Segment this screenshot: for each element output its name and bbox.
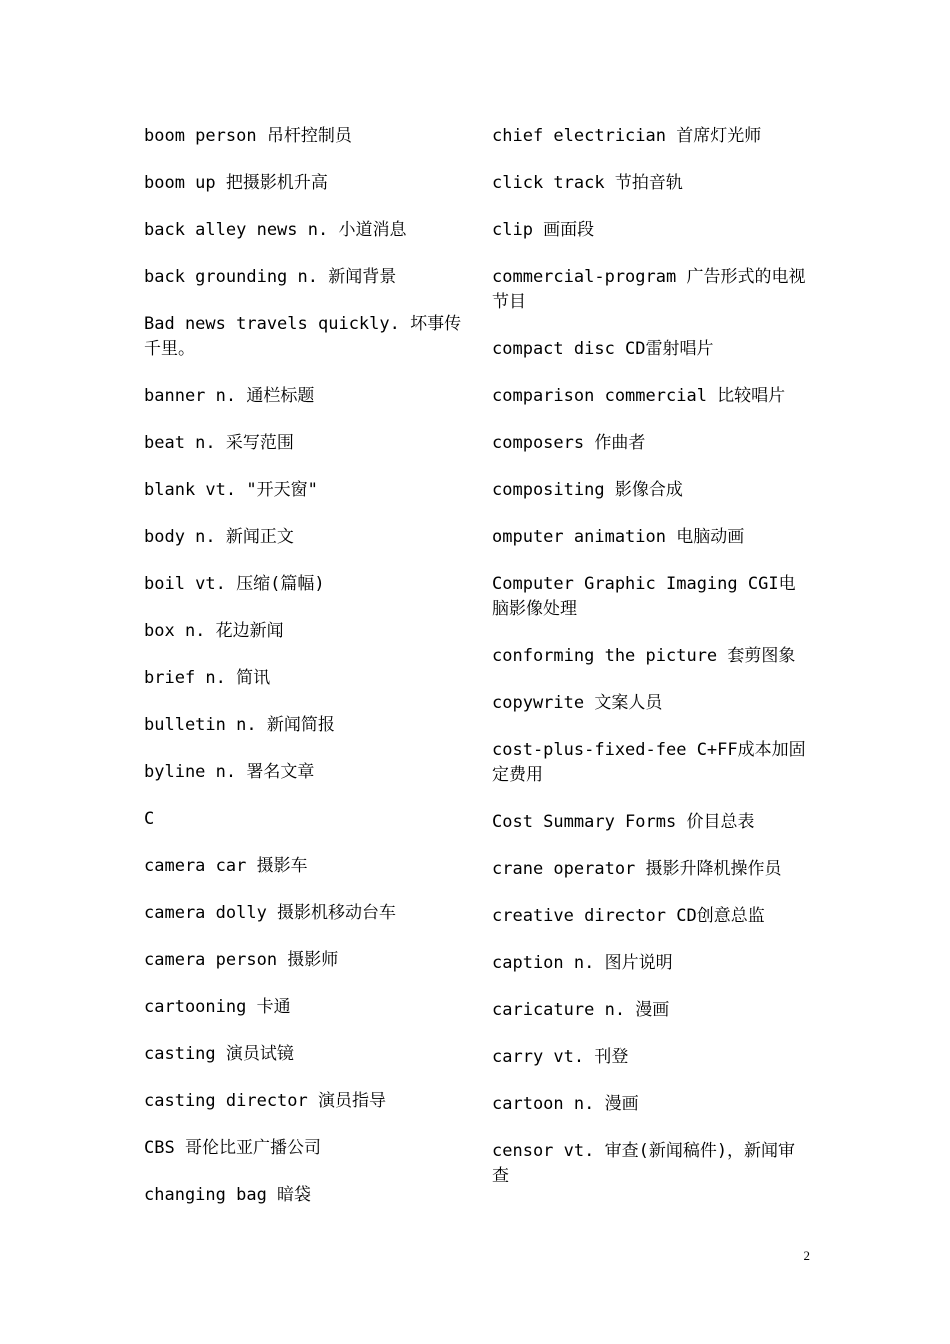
glossary-entry: omputer animation 电脑动画 — [492, 527, 745, 547]
glossary-entry: compositing 影像合成 — [492, 480, 683, 500]
glossary-entry: chief electrician 首席灯光师 — [492, 126, 762, 146]
glossary-entry: creative director CD创意总监 — [492, 906, 765, 926]
glossary-entry: carry vt. 刊登 — [492, 1047, 629, 1067]
right-column — [492, 124, 812, 1211]
glossary-entry: cost-plus-fixed-fee C+FF成本加固定费用 — [492, 740, 806, 785]
glossary-entry: Bad news travels quickly. 坏事传千里。 — [144, 314, 462, 359]
page-number: 2 — [803, 1248, 810, 1263]
glossary-entry: back alley news n. 小道消息 — [144, 220, 407, 240]
glossary-entry: brief n. 简讯 — [144, 668, 271, 688]
glossary-entry: commercial-program 广告形式的电视节目 — [492, 267, 806, 312]
glossary-entry: crane operator 摄影升降机操作员 — [492, 859, 782, 879]
glossary-entry: censor vt. 审查(新闻稿件)，新闻审查 — [492, 1141, 796, 1186]
glossary-entry: composers 作曲者 — [492, 433, 646, 453]
glossary-entry: blank vt. "开天窗" — [144, 480, 318, 500]
glossary-entry: click track 节拍音轨 — [492, 173, 683, 193]
glossary-entry: back grounding n. 新闻背景 — [144, 267, 397, 287]
glossary-entry: Cost Summary Forms 价目总表 — [492, 812, 755, 832]
glossary-entry: casting director 演员指导 — [144, 1091, 386, 1111]
left-column — [144, 124, 464, 1230]
glossary-entry: camera car 摄影车 — [144, 856, 308, 876]
glossary-entry: conforming the picture 套剪图象 — [492, 646, 796, 666]
glossary-entry: clip 画面段 — [492, 220, 595, 240]
glossary-entry: banner n. 通栏标题 — [144, 386, 315, 406]
glossary-entry: boil vt. 压缩(篇幅) — [144, 574, 325, 594]
glossary-entry: boom up 把摄影机升高 — [144, 173, 328, 193]
glossary-entry: casting 演员试镜 — [144, 1044, 294, 1064]
glossary-entry: caption n. 图片说明 — [492, 953, 673, 973]
glossary-entry: caricature n. 漫画 — [492, 1000, 670, 1020]
glossary-entry: boom person 吊杆控制员 — [144, 126, 352, 146]
glossary-entry: bulletin n. 新闻简报 — [144, 715, 335, 735]
glossary-entry: CBS 哥伦比亚广播公司 — [144, 1138, 321, 1158]
glossary-entry: Computer Graphic Imaging CGI电脑影像处理 — [492, 574, 796, 619]
glossary-entry: changing bag 暗袋 — [144, 1185, 312, 1205]
glossary-entry: copywrite 文案人员 — [492, 693, 663, 713]
glossary-entry: cartoon n. 漫画 — [492, 1094, 639, 1114]
glossary-entry: comparison commercial 比较唱片 — [492, 386, 786, 406]
section-letter: C — [144, 809, 155, 829]
glossary-entry: compact disc CD雷射唱片 — [492, 339, 714, 359]
glossary-entry: body n. 新闻正文 — [144, 527, 294, 547]
glossary-entry: beat n. 采写范围 — [144, 433, 294, 453]
glossary-entry: camera dolly 摄影机移动台车 — [144, 903, 397, 923]
glossary-entry: cartooning 卡通 — [144, 997, 291, 1017]
glossary-entry: byline n. 署名文章 — [144, 762, 315, 782]
glossary-entry: box n. 花边新闻 — [144, 621, 284, 641]
glossary-entry: camera person 摄影师 — [144, 950, 339, 970]
